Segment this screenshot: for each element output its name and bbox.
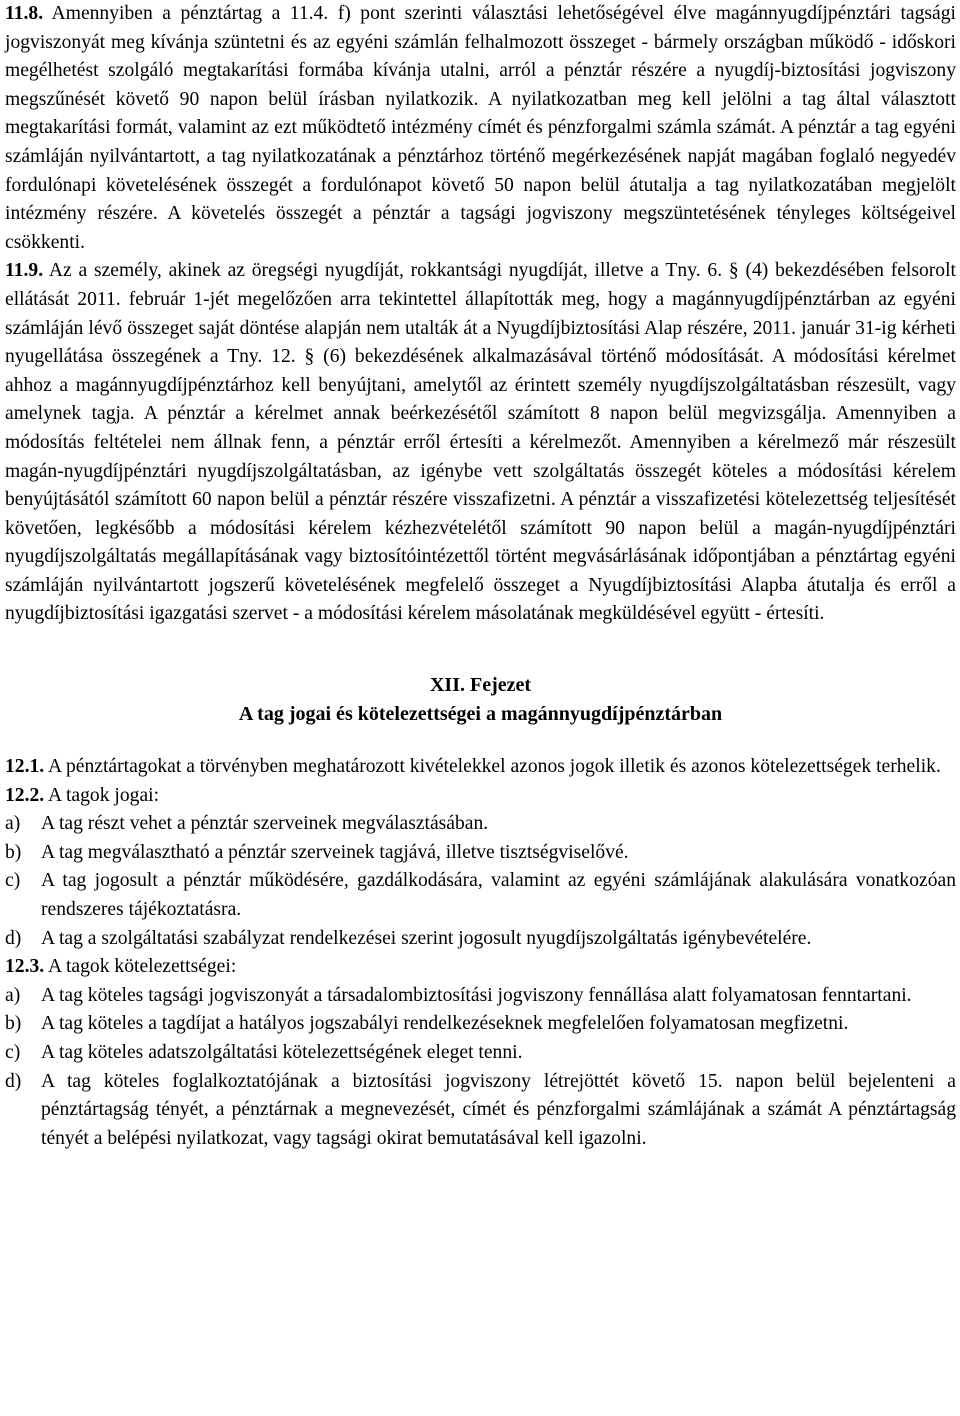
list-text: A tag köteles tagsági jogviszonyát a társadalombiztosítási jogviszony fennállása alatt folyamatosan fenntartani.: [41, 984, 912, 1006]
paragraph-11-9: [5, 257, 956, 629]
section-number: 12.2.: [5, 784, 45, 806]
list-text: A tag részt vehet a pénztár szerveinek megválasztásában.: [41, 813, 489, 835]
paragraph-12-2: [5, 782, 956, 811]
list-text: A tag a szolgáltatási szabályzat rendelkezései szerint jogosult nyugdíjszolgáltatás igénybevételére.: [41, 927, 812, 949]
chapter-heading: [5, 671, 956, 729]
section-number: 11.8.: [5, 3, 44, 24]
section-number: 12.3.: [5, 956, 45, 978]
list-item: [5, 1039, 956, 1068]
section-text: Amennyiben a pénztártag a 11.4. f) pont szerinti választási lehetőségével élve magánnyugdíjpénztári tagsági jogviszonyát meg kívánja szüntetni és az egyéni számlán felhalmozott összeget - bármely országban működő - időskori megélhetést szolgáló megtakarítási formába kívánja utalni, arról a pénztár részére a nyugdíj-biztosítási jogviszony megszűnését követő 90 napon belül írásban nyilatkozik. A nyilatkozatban meg kell jelölni a tag által választott megtakarítási formát, valamint az ezt működtető intézmény címét és pénzforgalmi számla számát. A pénztár a tag egyéni számláján nyilvántartott, a tag nyilatkozatának a pénztárhoz történő megérkezésének napját magában foglaló negyedév fordulónapi követelésének összegét a fordulónapot követő 50 napon belül átutalja a tag nyilatkozatában megjelölt intézmény részére. A követelés összegét a pénztár a tagsági jogviszony megszüntetésének tényleges költségeivel csökkenti.: [5, 3, 956, 253]
list-text: A tag köteles a tagdíjat a hatályos jogszabályi rendelkezéseknek megfelelően folyamatosan megfizetni.: [41, 1013, 849, 1035]
list-label: a): [5, 813, 21, 835]
list-label: b): [5, 1013, 22, 1035]
paragraph-11-8: [5, 0, 956, 257]
list-text: A tag megválasztható a pénztár szerveinek tagjává, illetve tisztségviselővé.: [41, 841, 629, 863]
list-label: c): [5, 1042, 21, 1063]
section-number: 11.9.: [5, 260, 44, 282]
chapter-title: A tag jogai és kötelezettségei a magánnyugdíjpénztárban: [238, 703, 723, 726]
list-text: A tag jogosult a pénztár működésére, gazdálkodására, valamint az egyéni számlájának alakulására vonatkozóan rendszeres tájékoztatásra.: [41, 870, 956, 921]
list-label: d): [5, 1070, 22, 1092]
section-text: Az a személy, akinek az öregségi nyugdíját, rokkantsági nyugdíját, illetve a Tny. 6. § (4) bekezdésében felsorolt ellátását 2011. február 1-jét megelőzően arra tekintettel állapították meg, hogy a magánnyugdíjpénztárban az egyéni számláján lévő összeget saját döntése alapján nem utalták át a Nyugdíjbiztosítási Alap részére, 2011. január 31-ig kérheti nyugellátása összegének a Tny. 12. § (6) bekezdésének alkalmazásával történő módosítását. A módosítási kérelmet ahhoz a magánnyugdíjpénztárhoz kell benyújtani, amelytől az érintett személy nyugdíjszolgáltatásban részesült, vagy amelynek tagja. A pénztár a kérelmet annak beérkezésétől számított 8 napon belül megvizsgálja. Amennyiben a módosítás feltételei nem állnak fenn, a pénztár erről értesíti a kérelmezőt. Amennyiben a kérelmező már részesült magán-nyugdíjpénztári nyugdíjszolgáltatásban, az igénybe vett szolgáltatás összegét köteles a módosítási kérelem benyújtásától számított 60 napon belül a pénztár részére visszafizetni. A pénztár a visszafizetési kötelezettség teljesítését követően, legkésőbb a módosítási kérelem kézhezvételétől számított 90 napon belül a magán-nyugdíjpénztári nyugdíjszolgáltatás megállapításának vagy biztosítóintézettől történt megvásárlásának időpontjában a pénztártag egyéni számláján nyilvántartott jogszerű követelésének megfelelő összeget a Nyugdíjbiztosítási Alapba átutalja és erről a nyugdíjbiztosítási igazgatási szervet - a módosítási kérelem másolatának megküldésével együtt - értesíti.: [5, 260, 956, 625]
section-text: A tagok jogai:: [48, 784, 160, 806]
section-number: 12.1.: [5, 756, 45, 778]
paragraph-12-3: [5, 953, 956, 982]
chapter-number: XII. Fejezet: [429, 674, 532, 697]
list-text: A tag köteles adatszolgáltatási kötelezettségének eleget tenni.: [41, 1042, 523, 1063]
list-item: [5, 982, 956, 1011]
list-item: [5, 867, 956, 924]
section-text: A pénztártagokat a törvényben meghatározott kivételekkel azonos jogok illetik és azonos kötelezettségek terhelik.: [48, 756, 941, 778]
list-label: c): [5, 870, 21, 892]
list-label: b): [5, 841, 22, 863]
paragraph-12-1: [5, 753, 956, 782]
list-item: [5, 925, 956, 954]
list-item: [5, 1010, 956, 1039]
list-label: d): [5, 927, 22, 949]
list-item: [5, 1068, 956, 1154]
list-label: a): [5, 984, 21, 1006]
list-item: [5, 810, 956, 839]
section-text: A tagok kötelezettségei:: [48, 956, 237, 978]
list-text: A tag köteles foglalkoztatójának a biztosítási jogviszony létrejöttét követő 15. napon belül bejelenteni a pénztártagság tényét, a pénztárnak a megnevezését, címét és pénzforgalmi számlájának a számát A pénztártagság tényét a belépési nyilatkozat, vagy tagsági okirat bemutatásával kell igazolni.: [41, 1070, 956, 1149]
list-item: [5, 839, 956, 868]
